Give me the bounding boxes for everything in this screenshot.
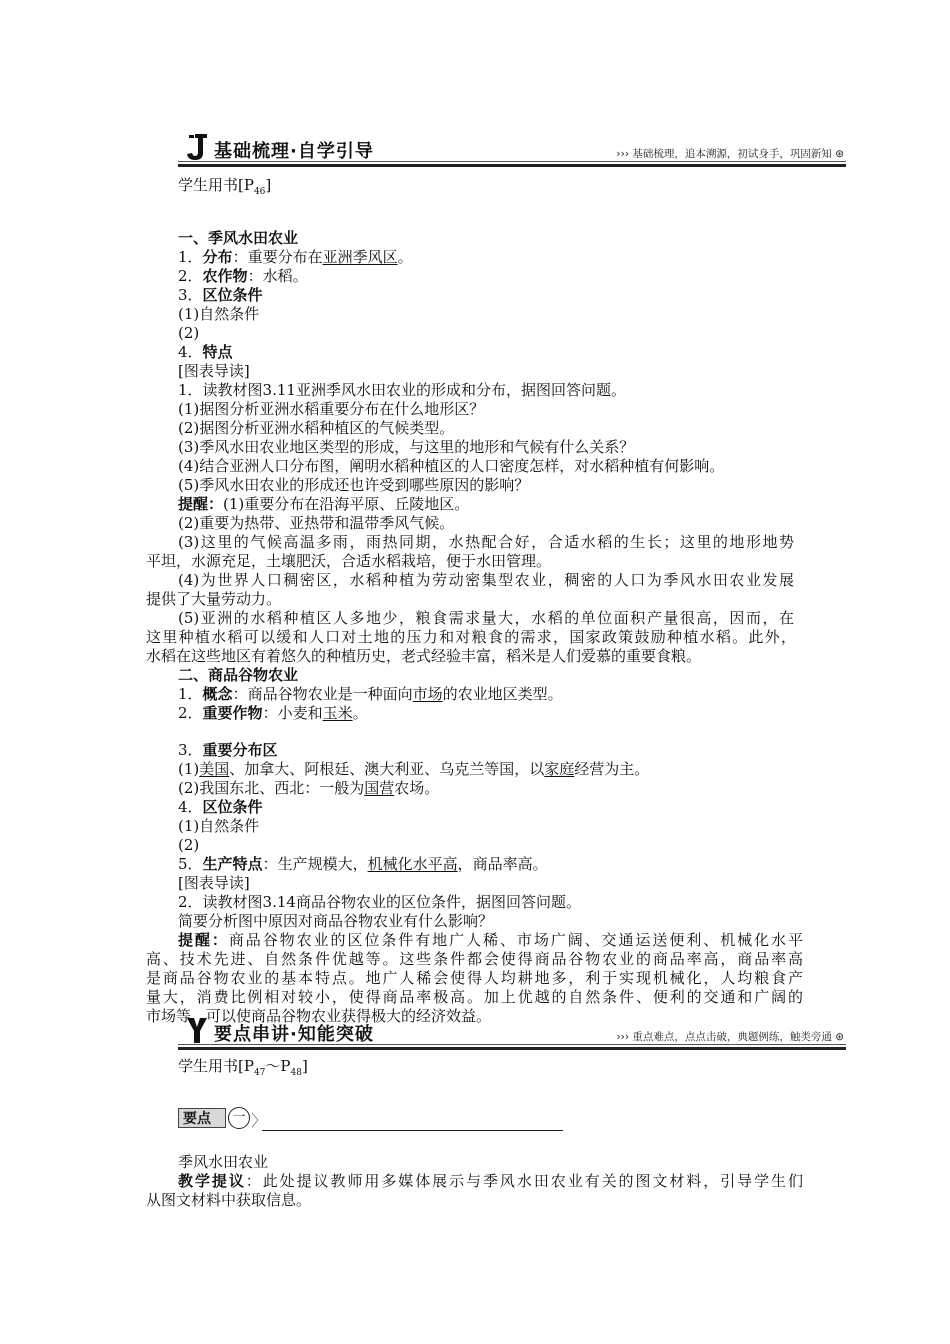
- item-end: ，商品率高。: [457, 855, 548, 873]
- subitem: (2): [178, 324, 200, 342]
- ref-page: 47: [253, 1068, 266, 1078]
- answer-line: (4)为世界人口稠密区，水稻种植为劳动密集型农业，稠密的人口为季风水田农业发展: [178, 571, 794, 589]
- hint-line: 量大，消费比例相对较小，使得商品率极高。加上优越的自然条件、便利的交通和广阔的: [146, 988, 803, 1006]
- hint-label: 提醒：: [178, 931, 229, 949]
- suggestion-line: [178, 1172, 803, 1191]
- j-letter-icon: [186, 133, 208, 161]
- item-number: 3．: [178, 741, 203, 759]
- banner-slogan: ››› 基础梳理，追本溯源，初试身手，巩固新知 ⊛: [612, 146, 844, 161]
- item-label: 特点: [202, 343, 233, 361]
- ref-text: 学生用书[P: [178, 176, 254, 194]
- suggestion-text: ：此处提议教师用多媒体展示与季风水田农业有关的图文材料，引导学生们: [245, 1172, 803, 1190]
- answer-blank: 玉米: [322, 704, 353, 722]
- key-point-number: 一: [228, 1107, 250, 1129]
- item-label: 重要分布区: [202, 741, 278, 759]
- item-number: 1．: [178, 248, 203, 266]
- answer-line: 水稻在这些地区有着悠久的种植历史，老式经验丰富，稻米是人们爱慕的重要食粮。: [146, 647, 702, 665]
- item-text: ：重要分布在: [232, 248, 323, 266]
- chart-guide-label: [图表导读]: [178, 874, 250, 892]
- item-end: 。: [352, 704, 368, 722]
- teaching-suggestion: [146, 1191, 311, 1210]
- item-features: [178, 343, 233, 362]
- item-end: 。: [397, 248, 413, 266]
- answer: [146, 590, 281, 609]
- answer: [146, 647, 701, 666]
- ref-page: 48: [290, 1068, 302, 1078]
- item-end: 农场。: [394, 779, 440, 797]
- textbook-page-ref: [178, 174, 271, 197]
- question: (2)据图分析亚洲水稻种植区的气候类型。: [178, 419, 455, 437]
- item-production: [178, 855, 548, 874]
- item-text: ：生产规模大，: [262, 855, 368, 873]
- y-letter-icon: [186, 1016, 208, 1044]
- textbook-page-ref: [178, 1055, 308, 1078]
- item-number: 1．: [178, 685, 203, 703]
- banner-rule-thick: [178, 1047, 846, 1050]
- item-number: 3．: [178, 286, 203, 304]
- answer-line: 平坦，水源充足，土壤肥沃，合适水稻栽培，便于水田管理。: [146, 552, 552, 570]
- ref-text: 学生用书[P: [178, 1057, 254, 1075]
- teaching-suggestion: [178, 1172, 803, 1191]
- answer-blank: 市场: [412, 685, 443, 703]
- hint-answer: [146, 988, 803, 1007]
- answer-blank: 家庭: [544, 760, 575, 778]
- answer: [178, 609, 794, 628]
- answer-text: (1)重要分布在沿海平原、丘陵地区。: [223, 495, 470, 513]
- hint-line: 是商品谷物农业的基本特点。地广人稀会使得人均耕地多，利于实现机械化，人均粮食产: [146, 969, 803, 987]
- item-number: 2．: [178, 267, 203, 285]
- answer-line: 这里种植水稻可以缓和人口对土地的压力和对粮食的需求，国家政策鼓励种植水稻。此外，: [146, 628, 796, 646]
- item-number: 4．: [178, 798, 203, 816]
- question: (4)结合亚洲人口分布图，阐明水稻种植区的人口密度怎样，对水稻种植有何影响。: [178, 457, 725, 475]
- topic-title: 季风水田农业: [178, 1153, 269, 1171]
- banner-title: 要点串讲·知能突破: [214, 1024, 374, 1045]
- answer-line: 提供了大量劳动力。: [146, 590, 282, 608]
- answer-line: (5)亚洲的水稻种植区人多地少，粮食需求量大，水稻的单位面积产量很高，因而，在: [178, 609, 794, 627]
- suggestion-label: 教学提议: [178, 1172, 246, 1190]
- hint-answer: [146, 950, 803, 969]
- subitem: (2): [178, 836, 200, 854]
- item-distribution: [178, 248, 413, 267]
- item-location: [178, 798, 263, 817]
- item-text: ：商品谷物农业是一种面向: [232, 685, 413, 703]
- item-text: ：水稻。: [247, 267, 308, 285]
- ref-end: ]: [301, 1057, 308, 1075]
- hint-line: 市场等，可以使商品谷物农业获得极大的经济效益。: [146, 1007, 492, 1025]
- subitem: (1)自然条件: [178, 817, 260, 835]
- question-intro: 2．读教材图3.14商品谷物农业的区位条件，据图回答问题。: [178, 893, 581, 911]
- item-number: 4．: [178, 343, 203, 361]
- item-distribution: [178, 741, 278, 760]
- question: (5)季风水田农业的形成还也许受到哪些原因的影响？: [178, 476, 530, 494]
- item-text: (2)我国东北、西北：一般为: [178, 779, 365, 797]
- ref-page: 46: [253, 187, 266, 197]
- item-label: 区位条件: [202, 286, 263, 304]
- banner-title: 基础梳理·自学引导: [214, 141, 374, 162]
- hint-answer: [146, 969, 803, 988]
- section-heading: 一、季风水田农业: [178, 229, 299, 247]
- item-label: 农作物: [202, 267, 248, 285]
- item-crops: [178, 267, 308, 286]
- answer: [146, 628, 796, 647]
- item-label: 重要作物: [202, 704, 263, 722]
- question: 简要分析图中原因对商品谷物农业有什么影响？: [178, 912, 494, 930]
- hint-answer: [178, 931, 803, 950]
- item-end: 经营为主。: [574, 760, 650, 778]
- hint-label: 提醒：: [178, 495, 224, 513]
- item-concept: [178, 685, 563, 704]
- item-text: ：小麦和: [262, 704, 323, 722]
- question: (1)据图分析亚洲水稻重要分布在什么地形区？: [178, 400, 485, 418]
- hint-answer: [178, 495, 469, 514]
- item-text: 、加拿大、阿根廷、澳大利亚、乌克兰等国，以: [229, 760, 545, 778]
- item-label: 生产特点: [202, 855, 263, 873]
- hint-text: 商品谷物农业的区位条件有地广人稀、市场广阔、交通运送便利、机械化水平: [228, 931, 803, 949]
- chart-guide-label: [图表导读]: [178, 362, 250, 380]
- subitem: (1)自然条件: [178, 305, 260, 323]
- item-text: (1): [178, 760, 200, 778]
- item-label: 概念: [202, 685, 233, 703]
- banner-rule: [178, 1044, 846, 1045]
- section-banner-keypoints: [178, 1016, 846, 1052]
- section-heading: 二、商品谷物农业: [178, 666, 299, 684]
- answer-blank: 亚洲季风区: [322, 248, 398, 266]
- banner-rule-thick: [178, 164, 846, 167]
- hint-line: 高、技术先进、自然条件优越等。这些条件都会使得商品谷物农业的商品率高，商品率高: [146, 950, 803, 968]
- chevron-right-icon: 〉: [251, 1111, 268, 1130]
- section-banner-basics: [178, 133, 846, 169]
- item-label: 区位条件: [202, 798, 263, 816]
- distribution-1: [178, 760, 649, 779]
- key-point-label: 要点: [178, 1108, 226, 1128]
- key-point-rule: [262, 1130, 563, 1131]
- banner-slogan: ››› 重点难点，点点击破，典题例练，触类旁通 ⊛: [612, 1029, 844, 1044]
- item-label: 分布: [202, 248, 233, 266]
- suggestion-line: 从图文材料中获取信息。: [146, 1191, 312, 1209]
- answer-blank: 国营: [364, 779, 395, 797]
- answer-line: (3)这里的气候高温多雨，雨热同期，水热配合好，合适水稻的生长；这里的地形地势: [178, 533, 794, 551]
- answer: [178, 533, 794, 552]
- distribution-2: [178, 779, 439, 798]
- answer: [146, 552, 551, 571]
- answer: [178, 571, 794, 590]
- item-crops: [178, 704, 368, 723]
- item-end: 的农业地区类型。: [442, 685, 563, 703]
- question-intro: 1．读教材图3.11亚洲季风水田农业的形成和分布，据图回答问题。: [178, 381, 626, 399]
- question: (3)季风水田农业地区类型的形成，与这里的地形和气候有什么关系？: [178, 438, 635, 456]
- item-number: 2．: [178, 704, 203, 722]
- item-location: [178, 286, 263, 305]
- item-number: 5．: [178, 855, 203, 873]
- banner-rule: [178, 161, 846, 162]
- ref-end: ]: [265, 176, 272, 194]
- hint-line: [178, 931, 803, 950]
- ref-text: ～P: [265, 1057, 291, 1075]
- answer-blank: 机械化水平高: [367, 855, 458, 873]
- answer: (2)重要为热带、亚热带和温带季风气候。: [178, 514, 455, 532]
- answer-blank: 美国: [199, 760, 230, 778]
- key-point-marker: [178, 1106, 563, 1132]
